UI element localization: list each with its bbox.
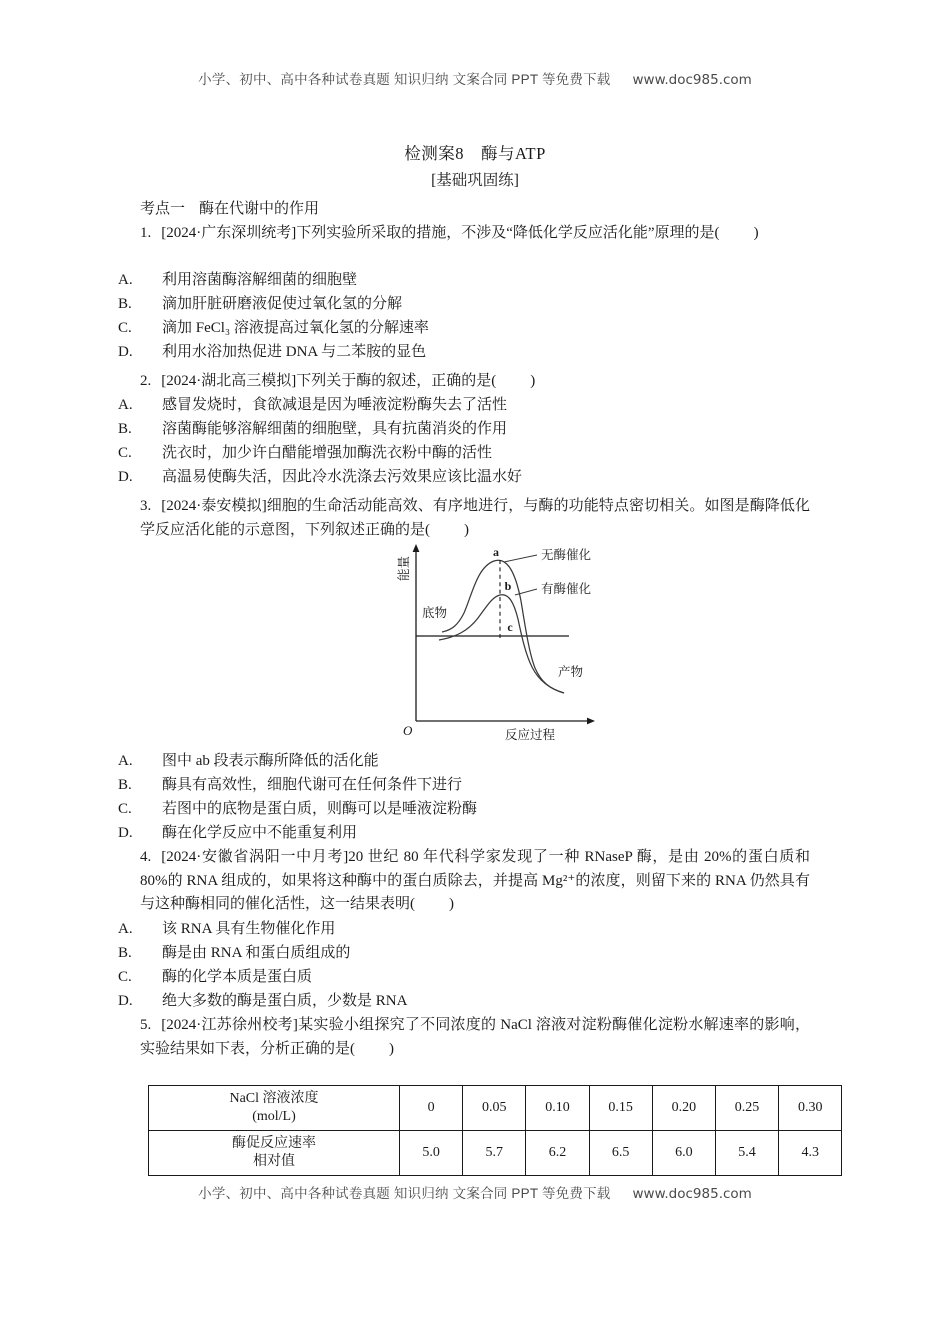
option-label: C. xyxy=(118,445,132,461)
question-text: [2024·湖北高三模拟]下列关于酶的叙述，正确的是( xyxy=(161,373,497,389)
option-1a xyxy=(118,269,832,293)
results-table-wrapper xyxy=(148,1085,823,1176)
page-title: 检测案8 酶与ATP xyxy=(404,144,546,163)
question-3-stem xyxy=(140,495,810,542)
option-label: A. xyxy=(118,397,133,413)
question-1-stem xyxy=(140,222,810,246)
curve-with-enzyme xyxy=(439,595,564,693)
activation-energy-diagram xyxy=(382,543,637,743)
origin-label: O xyxy=(403,723,413,738)
cell-concentration-0: 0 xyxy=(400,1086,463,1131)
point-label-c: c xyxy=(507,620,513,634)
cell-rate-3: 6.5 xyxy=(589,1131,652,1176)
option-label: B. xyxy=(118,296,132,312)
option-label: C. xyxy=(118,320,132,336)
watermark-text: 小学、初中、高中各种试卷真题 知识归纳 文案合同 PPT 等免费下载 xyxy=(198,1186,611,1201)
x-axis-title: 反应过程 xyxy=(504,728,556,742)
option-text: 利用水浴加热促进 DNA 与二苯胺的显色 xyxy=(162,344,427,360)
question-4-stem xyxy=(140,846,810,917)
table-row xyxy=(149,1086,842,1131)
option-label: D. xyxy=(118,344,133,360)
question-text: [2024·安徽省涡阳一中月考]20 世纪 80 年代科学家发现了一种 RNaseP 酶，是由 20%的蛋白质和 80%的 RNA 组成的，如果将这种酶中的蛋白质除去，并提高 Mg²⁺的浓度，则留下来的 RNA 仍然具有与这种酶相同的催化活性，这一结果表明( xyxy=(140,849,810,912)
question-text: [2024·广东深圳统考]下列实验所采取的措施，不涉及“降低化学反应活化能”原理的是( xyxy=(161,225,720,241)
option-label: A. xyxy=(118,272,133,288)
option-text: 高温易使酶失活，因此冷水洗涤去污效果应该比温水好 xyxy=(162,469,523,485)
row-header-line2: (mol/L) xyxy=(252,1109,296,1124)
option-1b xyxy=(118,293,832,317)
x-axis-arrowhead xyxy=(587,718,595,725)
watermark-text: 小学、初中、高中各种试卷真题 知识归纳 文案合同 PPT 等免费下载 xyxy=(198,72,611,87)
option-label: C. xyxy=(118,969,132,985)
cell-rate-5: 5.4 xyxy=(715,1131,778,1176)
table-row xyxy=(149,1131,842,1176)
option-4c xyxy=(118,966,832,990)
question-text: [2024·泰安模拟]细胞的生命活动能高效、有序地进行，与酶的功能特点密切相关。如图是酶降低化学反应活化能的示意图，下列叙述正确的是( xyxy=(140,498,810,538)
row-header-concentration xyxy=(149,1086,400,1131)
cell-rate-4: 6.0 xyxy=(652,1131,715,1176)
question-paren-close: ) xyxy=(464,521,469,538)
cell-rate-2: 6.2 xyxy=(526,1131,589,1176)
row-header-line2: 相对值 xyxy=(253,1154,295,1169)
question-number: 1. xyxy=(140,225,152,241)
option-2b xyxy=(118,418,832,442)
y-axis-arrowhead xyxy=(413,544,420,552)
cell-concentration-6: 0.30 xyxy=(779,1086,842,1131)
option-3c xyxy=(118,798,832,822)
question-paren-close: ) xyxy=(389,1040,394,1057)
point-label-a: a xyxy=(493,545,499,559)
question-5-stem xyxy=(140,1014,810,1061)
cell-concentration-3: 0.15 xyxy=(589,1086,652,1131)
option-2a xyxy=(118,394,832,418)
option-label: B. xyxy=(118,421,132,437)
question-number: 3. xyxy=(140,498,152,514)
option-text: 酶具有高效性，细胞代谢可在任何条件下进行 xyxy=(162,777,463,793)
diagram-svg xyxy=(382,543,637,743)
header-watermark xyxy=(0,68,950,88)
cell-rate-1: 5.7 xyxy=(463,1131,526,1176)
option-text: 若图中的底物是蛋白质，则酶可以是唾液淀粉酶 xyxy=(162,801,478,817)
option-text: 酶在化学反应中不能重复利用 xyxy=(162,825,358,841)
row-header-line1: 酶促反应速率 xyxy=(232,1136,316,1151)
question-paren-close: ) xyxy=(449,896,454,912)
option-text: 滴加肝脏研磨液促使过氧化氢的分解 xyxy=(162,296,403,312)
option-text: 感冒发烧时，食欲减退是因为唾液淀粉酶失去了活性 xyxy=(162,397,508,413)
point-label-b: b xyxy=(504,579,512,593)
option-text: 滴加 FeCl₃ 溶液提高过氧化氢的分解速率 xyxy=(162,320,429,336)
page-subtitle: [基础巩固练] xyxy=(431,172,519,189)
question-number: 2. xyxy=(140,373,152,389)
y-axis-title: 能量 xyxy=(397,555,411,581)
option-4d xyxy=(118,990,832,1014)
row-header-rate xyxy=(149,1131,400,1176)
option-1d xyxy=(118,341,832,365)
question-paren-close: ) xyxy=(753,225,759,241)
option-text: 酶的化学本质是蛋白质 xyxy=(162,969,313,985)
option-text: 酶是由 RNA 和蛋白质组成的 xyxy=(162,945,351,961)
option-text: 溶菌酶能够溶解细菌的细胞壁，具有抗菌消炎的作用 xyxy=(162,421,508,437)
cell-rate-6: 4.3 xyxy=(779,1131,842,1176)
footer-watermark xyxy=(0,1182,950,1202)
option-label: D. xyxy=(118,469,133,485)
cell-concentration-2: 0.10 xyxy=(526,1086,589,1131)
question-2-stem xyxy=(140,370,810,394)
label-without-enzyme: 无酶催化 xyxy=(541,548,592,562)
question-text: [2024·江苏徐州校考]某实验小组探究了不同浓度的 NaCl 溶液对淀粉酶催化淀粉水解速率的影响，实验结果如下表，分析正确的是( xyxy=(140,1017,810,1057)
cell-concentration-4: 0.20 xyxy=(652,1086,715,1131)
option-3d xyxy=(118,822,832,846)
section-heading xyxy=(140,198,810,222)
cell-concentration-1: 0.05 xyxy=(463,1086,526,1131)
option-label: B. xyxy=(118,777,132,793)
option-1c xyxy=(118,317,832,341)
option-label: B. xyxy=(118,945,132,961)
option-label: D. xyxy=(118,825,133,841)
label-substrate: 底物 xyxy=(422,606,448,620)
cell-concentration-5: 0.25 xyxy=(715,1086,778,1131)
option-4b xyxy=(118,942,832,966)
option-label: A. xyxy=(118,921,133,937)
option-2d xyxy=(118,466,832,490)
question-number: 5. xyxy=(140,1017,152,1033)
cell-rate-0: 5.0 xyxy=(400,1131,463,1176)
question-number: 4. xyxy=(140,849,152,865)
section-label: 考点一 xyxy=(140,201,186,217)
label-with-enzyme: 有酶催化 xyxy=(541,582,592,596)
option-2c xyxy=(118,442,832,466)
option-text: 该 RNA 具有生物催化作用 xyxy=(162,921,336,937)
option-label: C. xyxy=(118,801,132,817)
row-header-line1: NaCl 溶液浓度 xyxy=(229,1091,319,1106)
option-label: A. xyxy=(118,753,133,769)
leader-line-no-enzyme xyxy=(504,555,537,562)
option-text: 利用溶菌酶溶解细菌的细胞壁 xyxy=(162,272,358,288)
section-name: 酶在代谢中的作用 xyxy=(199,201,320,217)
option-text: 绝大多数的酶是蛋白质，少数是 RNA xyxy=(162,993,408,1009)
option-3a xyxy=(118,750,832,774)
option-label: D. xyxy=(118,993,133,1009)
option-text: 洗衣时，加少许白醋能增强加酶洗衣粉中酶的活性 xyxy=(162,445,493,461)
watermark-url: www.doc985.com xyxy=(632,72,752,88)
option-text: 图中 ab 段表示酶所降低的活化能 xyxy=(162,753,379,769)
label-product: 产物 xyxy=(558,665,584,679)
watermark-url: www.doc985.com xyxy=(632,1186,752,1202)
option-4a xyxy=(118,918,832,942)
option-3b xyxy=(118,774,832,798)
results-table xyxy=(148,1085,842,1176)
question-paren-close: ) xyxy=(530,373,536,389)
curve-without-enzyme xyxy=(442,560,564,693)
